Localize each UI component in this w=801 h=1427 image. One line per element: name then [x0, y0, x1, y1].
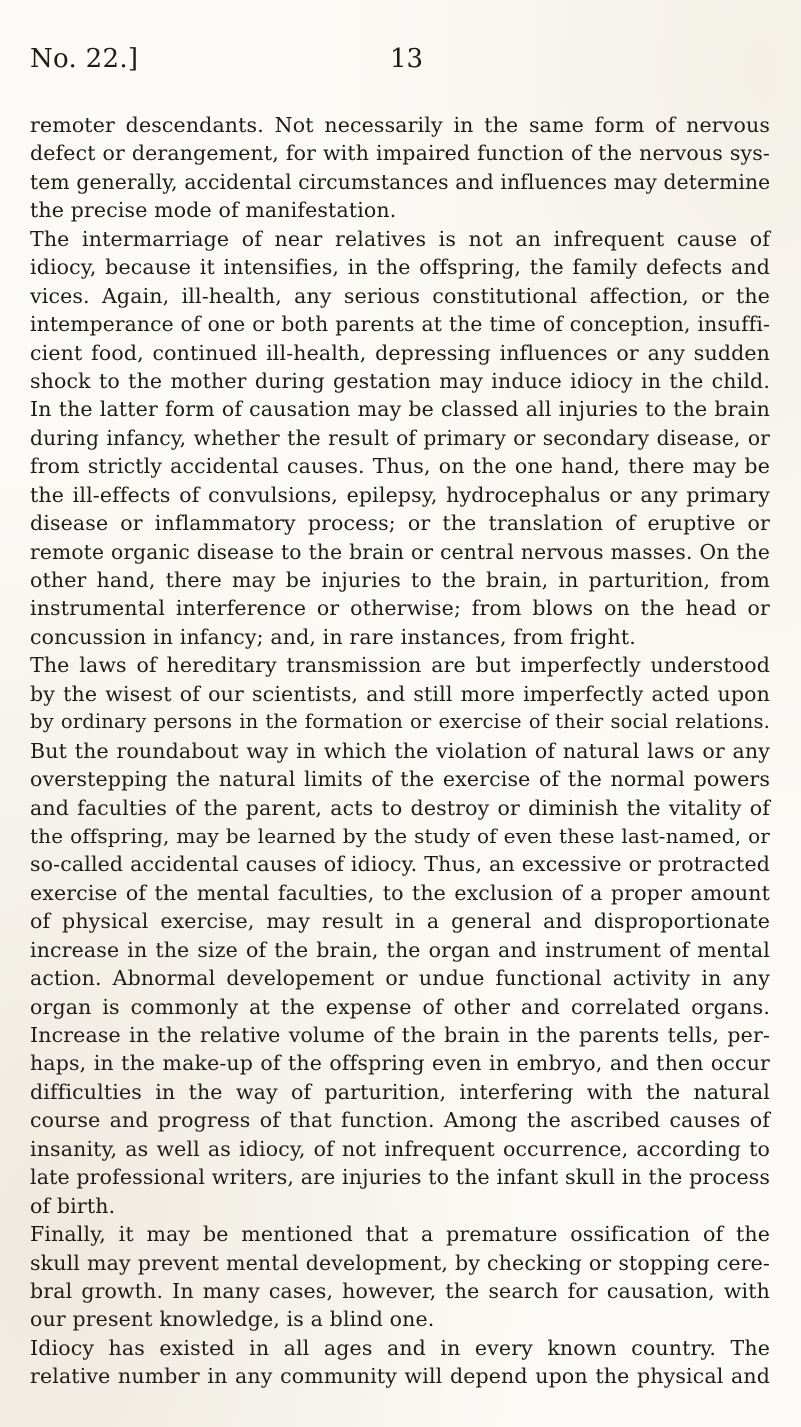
- text-line: defect or derangement, for with impaired function of the nervous sys-: [30, 141, 770, 166]
- text-line: the ill-effects of convulsions, epilepsy, hydrocephalus or any primary: [30, 482, 770, 507]
- text-line: instrumental interference or otherwise; from blows on the head or: [30, 596, 770, 621]
- text-line: overstepping the natural limits of the exercise of the normal powers: [30, 767, 770, 792]
- text-line: insanity, as well as idiocy, of not infrequent occurrence, according to: [30, 1136, 770, 1161]
- text-line: and faculties of the parent, acts to destroy or diminish the vitality of: [30, 795, 770, 820]
- text-line: increase in the size of the brain, the organ and instrument of mental: [30, 937, 770, 962]
- text-line: the offspring, may be learned by the study of even these last-named, or: [30, 823, 770, 848]
- text-line: late professional writers, are injuries to the infant skull in the process: [30, 1165, 771, 1190]
- text-line: exercise of the mental faculties, to the exclusion of a proper amount: [30, 880, 770, 905]
- text-line: vices. Again, ill-health, any serious constitutional affection, or the: [30, 283, 770, 308]
- text-line: other hand, there may be injuries to the brain, in parturition, from: [30, 568, 770, 592]
- section-number: No. 22.]: [30, 44, 139, 74]
- text-line: bral growth. In many cases, however, the search for causation, with: [30, 1278, 770, 1303]
- text-line: difficulties in the way of parturition, interfering with the natural: [30, 1079, 770, 1104]
- text-line: Idiocy has existed in all ages and in every known country. The: [30, 1335, 770, 1360]
- text-line: of birth.: [30, 1193, 116, 1218]
- text-line: The laws of hereditary transmission are but imperfectly understood: [30, 653, 770, 678]
- text-line: In the latter form of causation may be classed all injuries to the brain: [30, 397, 770, 422]
- text-line: so-called accidental causes of idiocy. Thus, an excessive or protracted: [30, 852, 770, 877]
- text-line: action. Abnormal developement or undue functional activity in any: [30, 966, 770, 991]
- text-line: from strictly accidental causes. Thus, on the one hand, there may be: [30, 454, 770, 479]
- text-line: But the roundabout way in which the violation of natural laws or any: [30, 738, 770, 763]
- text-line: our present knowledge, is a blind one.: [30, 1307, 435, 1332]
- text-line: by the wisest of our scientists, and still more imperfectly acted upon: [30, 681, 770, 706]
- text-line: idiocy, because it intensifies, in the offspring, the family defects and: [30, 255, 770, 280]
- text-line: skull may prevent mental development, by checking or stopping cere-: [30, 1250, 770, 1275]
- text-line: cient food, continued ill-health, depressing influences or any sudden: [30, 340, 770, 365]
- text-line: Increase in the relative volume of the brain in the parents tells, per-: [30, 1023, 770, 1047]
- text-line: organ is commonly at the expense of other and correlated organs.: [30, 994, 770, 1019]
- text-line: remote organic disease to the brain or central nervous masses. On the: [30, 539, 770, 564]
- text-line: remoter descendants. Not necessarily in the same form of nervous: [30, 113, 770, 137]
- text-line: Finally, it may be mentioned that a premature ossification of the: [30, 1222, 770, 1247]
- text-line: concussion in infancy; and, in rare instances, from fright.: [30, 624, 636, 649]
- text-line: of physical exercise, may result in a general and disproportionate: [30, 909, 770, 934]
- text-line: The intermarriage of near relatives is not an infrequent cause of: [30, 226, 770, 251]
- text-line: course and progress of that function. Among the ascribed causes of: [30, 1108, 770, 1133]
- page-number: 13: [390, 44, 424, 74]
- text-line: haps, in the make-up of the offspring even in embryo, and then occur: [30, 1051, 770, 1076]
- text-line: relative number in any community will depend upon the physical and: [30, 1364, 770, 1389]
- text-line: shock to the mother during gestation may induce idiocy in the child.: [30, 368, 770, 393]
- text-line: by ordinary persons in the formation or exercise of their social relations.: [30, 710, 770, 734]
- text-line: during infancy, whether the result of primary or secondary disease, or: [30, 425, 770, 450]
- running-header: [30, 44, 775, 80]
- body-text: [30, 111, 770, 1391]
- text-line: tem generally, accidental circumstances and influences may determine: [30, 169, 771, 194]
- text-line: disease or inflammatory process; or the translation of eruptive or: [30, 511, 770, 536]
- text-line: the precise mode of manifestation.: [30, 198, 397, 223]
- text-line: intemperance of one or both parents at the time of conception, insuffi-: [30, 312, 770, 337]
